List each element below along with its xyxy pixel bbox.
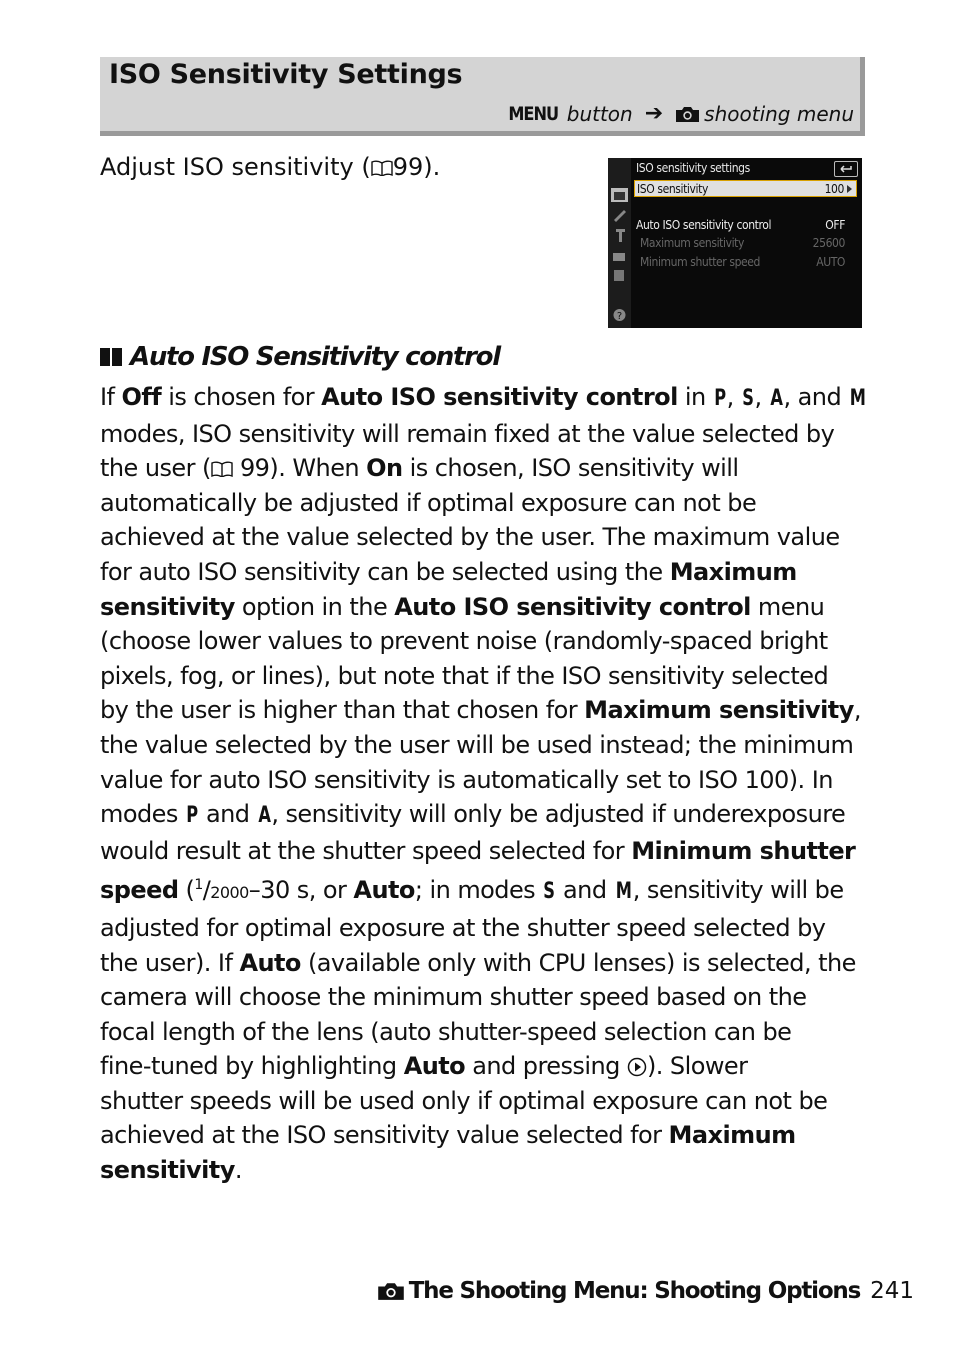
text-line xyxy=(100,834,860,869)
text-line xyxy=(100,1153,860,1188)
bold-term: Auto ISO sensitivity control xyxy=(394,592,751,621)
text-run: and xyxy=(555,876,614,905)
page-ref: 99 xyxy=(392,153,424,181)
mode-letter: A xyxy=(770,386,783,411)
text-line xyxy=(100,624,860,659)
text-run: menu xyxy=(750,592,825,621)
wrench-tab-icon xyxy=(611,228,628,242)
text-run: the user ( xyxy=(100,454,211,483)
text-line xyxy=(100,380,866,417)
text-line xyxy=(100,946,860,981)
text-run: for auto ISO sensitivity can be selected using the xyxy=(100,557,670,586)
retouch-tab-icon xyxy=(611,248,628,262)
mode-letter: S xyxy=(543,879,555,905)
body-paragraph xyxy=(100,380,866,1188)
bold-term: On xyxy=(366,454,403,483)
text-run: achieved at the value selected by the user. The maximum value xyxy=(100,523,840,552)
text-run: adjusted for optimal exposure at the shutter speed selected by xyxy=(100,913,826,942)
screen-row-max-sensitivity xyxy=(634,235,857,252)
text-line xyxy=(100,911,860,946)
my-menu-tab-icon xyxy=(611,268,628,282)
text-line xyxy=(100,417,860,452)
menu-button-glyph: MENU xyxy=(508,102,559,125)
text-run: and pressing xyxy=(465,1052,627,1081)
text-line xyxy=(100,797,860,834)
text-line xyxy=(100,693,860,728)
text-run: focal length of the lens (auto shutter-speed selection can be xyxy=(100,1017,792,1046)
camera-menu-screenshot xyxy=(608,158,862,328)
text-run: 99). When xyxy=(232,454,367,483)
text-line xyxy=(100,590,860,625)
pencil-tab-icon xyxy=(611,208,628,222)
back-icon xyxy=(834,161,858,177)
text-line xyxy=(100,1015,860,1050)
bold-term: Auto xyxy=(353,876,415,905)
row-value: AUTO xyxy=(816,255,845,269)
text-run: , xyxy=(754,383,769,411)
book-icon xyxy=(371,160,393,176)
mode-letter: P xyxy=(186,803,198,829)
row-label: Maximum sensitivity xyxy=(640,236,744,250)
text-line xyxy=(100,868,860,911)
section-marker-icon xyxy=(100,348,124,366)
text-run: the value selected by the user will be used instead; the minimum xyxy=(100,730,854,759)
text-run: / xyxy=(202,876,211,905)
page-title: ISO Sensitivity Settings xyxy=(109,59,463,90)
text-run: (available only with CPU lenses) is selected, the xyxy=(300,948,856,977)
text-run: in xyxy=(677,383,713,411)
text-line xyxy=(100,555,860,590)
text-line xyxy=(100,451,860,486)
mode-letter: M xyxy=(849,386,866,411)
text-line xyxy=(100,728,860,763)
bold-term: speed xyxy=(100,876,179,905)
book-icon xyxy=(211,461,233,477)
text-run: , xyxy=(853,696,861,725)
bold-term: Maximum sensitivity xyxy=(584,696,854,725)
text-run: , sensitivity will be xyxy=(632,876,844,905)
text-line xyxy=(100,520,860,555)
row-label: ISO sensitivity xyxy=(637,182,708,196)
multi-selector-right-icon xyxy=(627,1057,647,1077)
text-line xyxy=(100,980,860,1015)
row-label: Minimum shutter speed xyxy=(640,255,760,269)
text-run: ; in modes xyxy=(414,876,543,905)
row-label: Auto ISO sensitivity control xyxy=(636,218,772,232)
bold-term: sensitivity xyxy=(100,1156,235,1185)
intro-text-after: ). xyxy=(423,153,441,181)
text-line xyxy=(100,1049,860,1084)
text-run: , xyxy=(726,383,741,411)
text-run: option in the xyxy=(234,592,395,621)
row-value: 100 xyxy=(824,182,844,196)
text-run: , and xyxy=(783,383,849,411)
text-run: If xyxy=(100,383,122,411)
text-line xyxy=(100,486,860,521)
text-run: shutter speeds will be used only if optimal exposure can not be xyxy=(100,1086,828,1115)
text-run: by the user is higher than that chosen for xyxy=(100,696,585,725)
help-icon xyxy=(611,308,628,322)
bold-term: Minimum shutter xyxy=(631,836,856,865)
text-line xyxy=(100,1118,860,1153)
text-run: and xyxy=(198,800,257,829)
bold-term: Auto ISO sensitivity control xyxy=(321,383,678,411)
text-line xyxy=(100,763,860,798)
intro-text-before: Adjust ISO sensitivity ( xyxy=(100,153,371,181)
text-run: the user). If xyxy=(100,948,240,977)
footer-title: The Shooting Menu: Shooting Options xyxy=(408,1278,861,1304)
subsection-heading xyxy=(100,342,500,372)
screen-title: ISO sensitivity settings xyxy=(636,161,750,175)
menu-path xyxy=(504,101,854,126)
subsection-title: Auto ISO Sensitivity control xyxy=(130,342,500,372)
text-run: (choose lower values to prevent noise (randomly-spaced bright xyxy=(100,627,828,656)
text-line xyxy=(100,659,860,694)
camera-icon xyxy=(675,105,700,123)
menu-tab-strip xyxy=(608,158,631,328)
text-run: fine-tuned by highlighting xyxy=(100,1052,404,1081)
text-run: pixels, fog, or lines), but note that if the ISO sensitivity selected xyxy=(100,661,829,690)
text-run: achieved at the ISO sensitivity value selected for xyxy=(100,1121,669,1150)
mode-letter: S xyxy=(742,386,754,411)
text-run: ( xyxy=(178,876,195,905)
text-run: , sensitivity will only be adjusted if underexposure xyxy=(271,800,846,829)
text-line xyxy=(100,1084,860,1119)
text-run: modes, ISO sensitivity will remain fixed at the value selected by xyxy=(100,419,835,448)
text-run: ). Slower xyxy=(646,1052,748,1081)
bold-term: Auto xyxy=(403,1052,466,1081)
intro-text xyxy=(100,150,440,184)
row-value: 25600 xyxy=(812,236,845,250)
text-run: automatically be adjusted if optimal exposure can not be xyxy=(100,488,757,517)
screen-row-min-shutter xyxy=(634,254,857,271)
mode-letter: P xyxy=(713,386,726,411)
text-run: . xyxy=(234,1156,242,1185)
screen-row-auto-iso xyxy=(634,217,857,234)
text-run: –30 s, or xyxy=(248,876,354,905)
camera-icon xyxy=(377,1281,405,1301)
arrow-icon: ➔ xyxy=(644,101,664,126)
bold-term: Maximum xyxy=(669,557,797,586)
bold-term: Auto xyxy=(239,948,301,977)
mode-letter: M xyxy=(615,879,632,905)
section-header xyxy=(100,57,865,136)
small-number: 2000 xyxy=(210,883,249,903)
page-number: 241 xyxy=(870,1278,914,1304)
button-label: button xyxy=(566,101,633,126)
text-run: camera will choose the minimum shutter speed based on the xyxy=(100,983,807,1012)
superscript: 1 xyxy=(194,877,203,894)
bold-term: sensitivity xyxy=(100,592,235,621)
triangle-right-icon xyxy=(847,185,852,193)
camera-tab-icon xyxy=(611,188,628,202)
screen-row-iso-sensitivity xyxy=(634,180,857,197)
text-run: would result at the shutter speed selected for xyxy=(100,836,632,865)
text-run: modes xyxy=(100,800,185,829)
text-run: is chosen for xyxy=(161,383,322,411)
svg-text:?: ? xyxy=(616,311,623,322)
text-run: value for auto ISO sensitivity is automatically set to ISO 100). In xyxy=(100,765,833,794)
mode-letter: A xyxy=(257,803,270,829)
page-footer xyxy=(377,1278,914,1304)
menu-label: shooting menu xyxy=(704,101,854,126)
bold-term: Off xyxy=(121,383,162,411)
row-value: OFF xyxy=(825,218,845,232)
text-run: is chosen, ISO sensitivity will xyxy=(402,454,739,483)
bold-term: Maximum xyxy=(668,1121,796,1150)
